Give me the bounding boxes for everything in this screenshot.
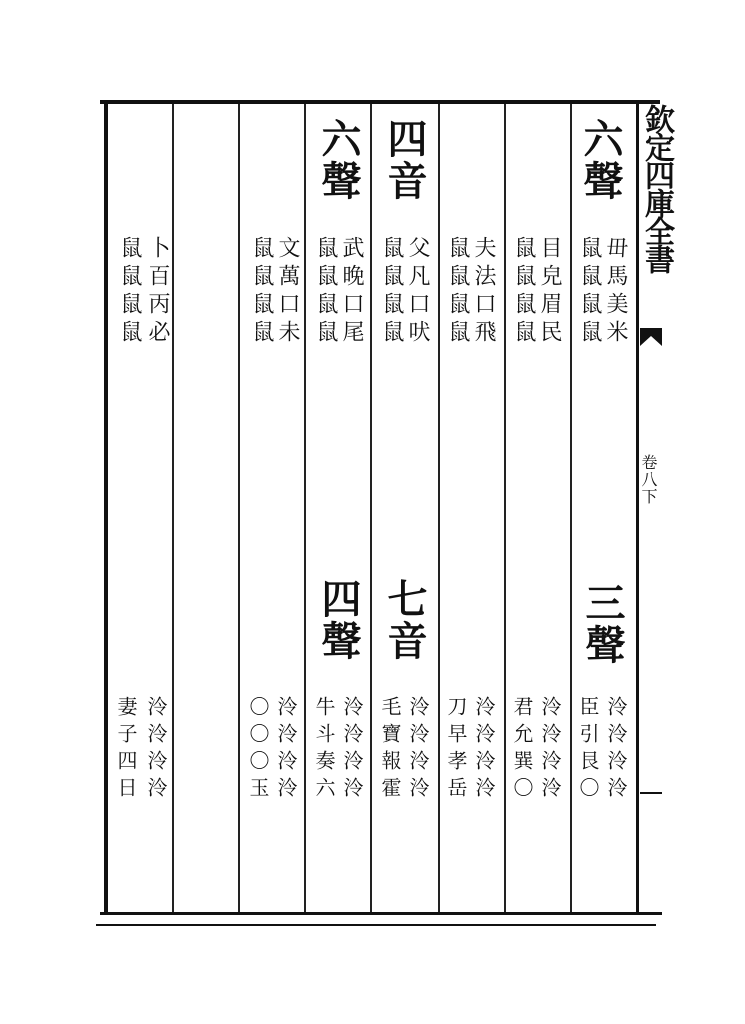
rhyme-entry-sub: 鼠鼠鼠鼠 bbox=[249, 236, 274, 348]
tone-entry: 泠泠泠泠 bbox=[144, 696, 168, 804]
tone-entry: 泠泠泠泠 bbox=[340, 696, 364, 804]
tone-entry-sub: 臣引艮〇 bbox=[576, 696, 600, 804]
page-frame-left bbox=[104, 100, 108, 915]
rhyme-entry: 卜百丙必 bbox=[145, 236, 170, 348]
book-title: 欽定四庫全書 bbox=[639, 104, 674, 272]
column-divider bbox=[172, 104, 174, 912]
rhyme-entry-sub: 鼠鼠鼠鼠 bbox=[511, 236, 536, 348]
tone-entry-sub: 〇〇〇玉 bbox=[246, 696, 270, 804]
rhyme-entry: 武晚口尾 bbox=[339, 236, 364, 348]
tone-entry: 泠泠泠泠 bbox=[538, 696, 562, 804]
rhyme-entry-sub: 鼠鼠鼠鼠 bbox=[117, 236, 142, 348]
volume-label: 卷八下 bbox=[639, 454, 658, 505]
column-divider bbox=[504, 104, 506, 912]
tone-entry-sub: 妻子四日 bbox=[114, 696, 138, 804]
page-frame-bottom-double bbox=[96, 924, 656, 926]
column-heading: 七音 bbox=[381, 578, 428, 662]
rhyme-entry: 目皃眉民 bbox=[537, 236, 562, 348]
tone-entry-sub: 刀早孝岳 bbox=[444, 696, 468, 804]
tone-entry: 泠泠泠泠 bbox=[274, 696, 298, 804]
fish-tail-icon bbox=[640, 328, 662, 346]
page-frame-bottom bbox=[100, 912, 662, 915]
column-divider bbox=[570, 104, 572, 912]
column-divider bbox=[438, 104, 440, 912]
tone-entry-sub: 毛寶報霍 bbox=[378, 696, 402, 804]
column-heading: 六聲 bbox=[577, 118, 624, 202]
rhyme-entry: 毌馬美米 bbox=[603, 236, 628, 348]
column-heading: 四聲 bbox=[315, 578, 362, 662]
rhyme-entry-sub: 鼠鼠鼠鼠 bbox=[313, 236, 338, 348]
column-heading: 三聲 bbox=[579, 582, 626, 666]
page-frame-top bbox=[100, 100, 660, 104]
rhyme-entry: 文萬口未 bbox=[275, 236, 300, 348]
column-heading: 六聲 bbox=[315, 118, 362, 202]
rhyme-entry-sub: 鼠鼠鼠鼠 bbox=[577, 236, 602, 348]
rhyme-entry-sub: 鼠鼠鼠鼠 bbox=[445, 236, 470, 348]
margin-rule bbox=[640, 792, 662, 794]
tone-entry: 泠泠泠泠 bbox=[472, 696, 496, 804]
column-divider bbox=[370, 104, 372, 912]
rhyme-entry-sub: 鼠鼠鼠鼠 bbox=[379, 236, 404, 348]
tone-entry: 泠泠泠泠 bbox=[604, 696, 628, 804]
tone-entry-sub: 君允巽〇 bbox=[510, 696, 534, 804]
tone-entry: 泠泠泠泠 bbox=[406, 696, 430, 804]
column-heading: 四音 bbox=[381, 118, 428, 202]
rhyme-entry: 父凡口吠 bbox=[405, 236, 430, 348]
column-divider bbox=[304, 104, 306, 912]
column-divider bbox=[238, 104, 240, 912]
tone-entry-sub: 牛斗奏六 bbox=[312, 696, 336, 804]
rhyme-entry: 夫法口飛 bbox=[471, 236, 496, 348]
